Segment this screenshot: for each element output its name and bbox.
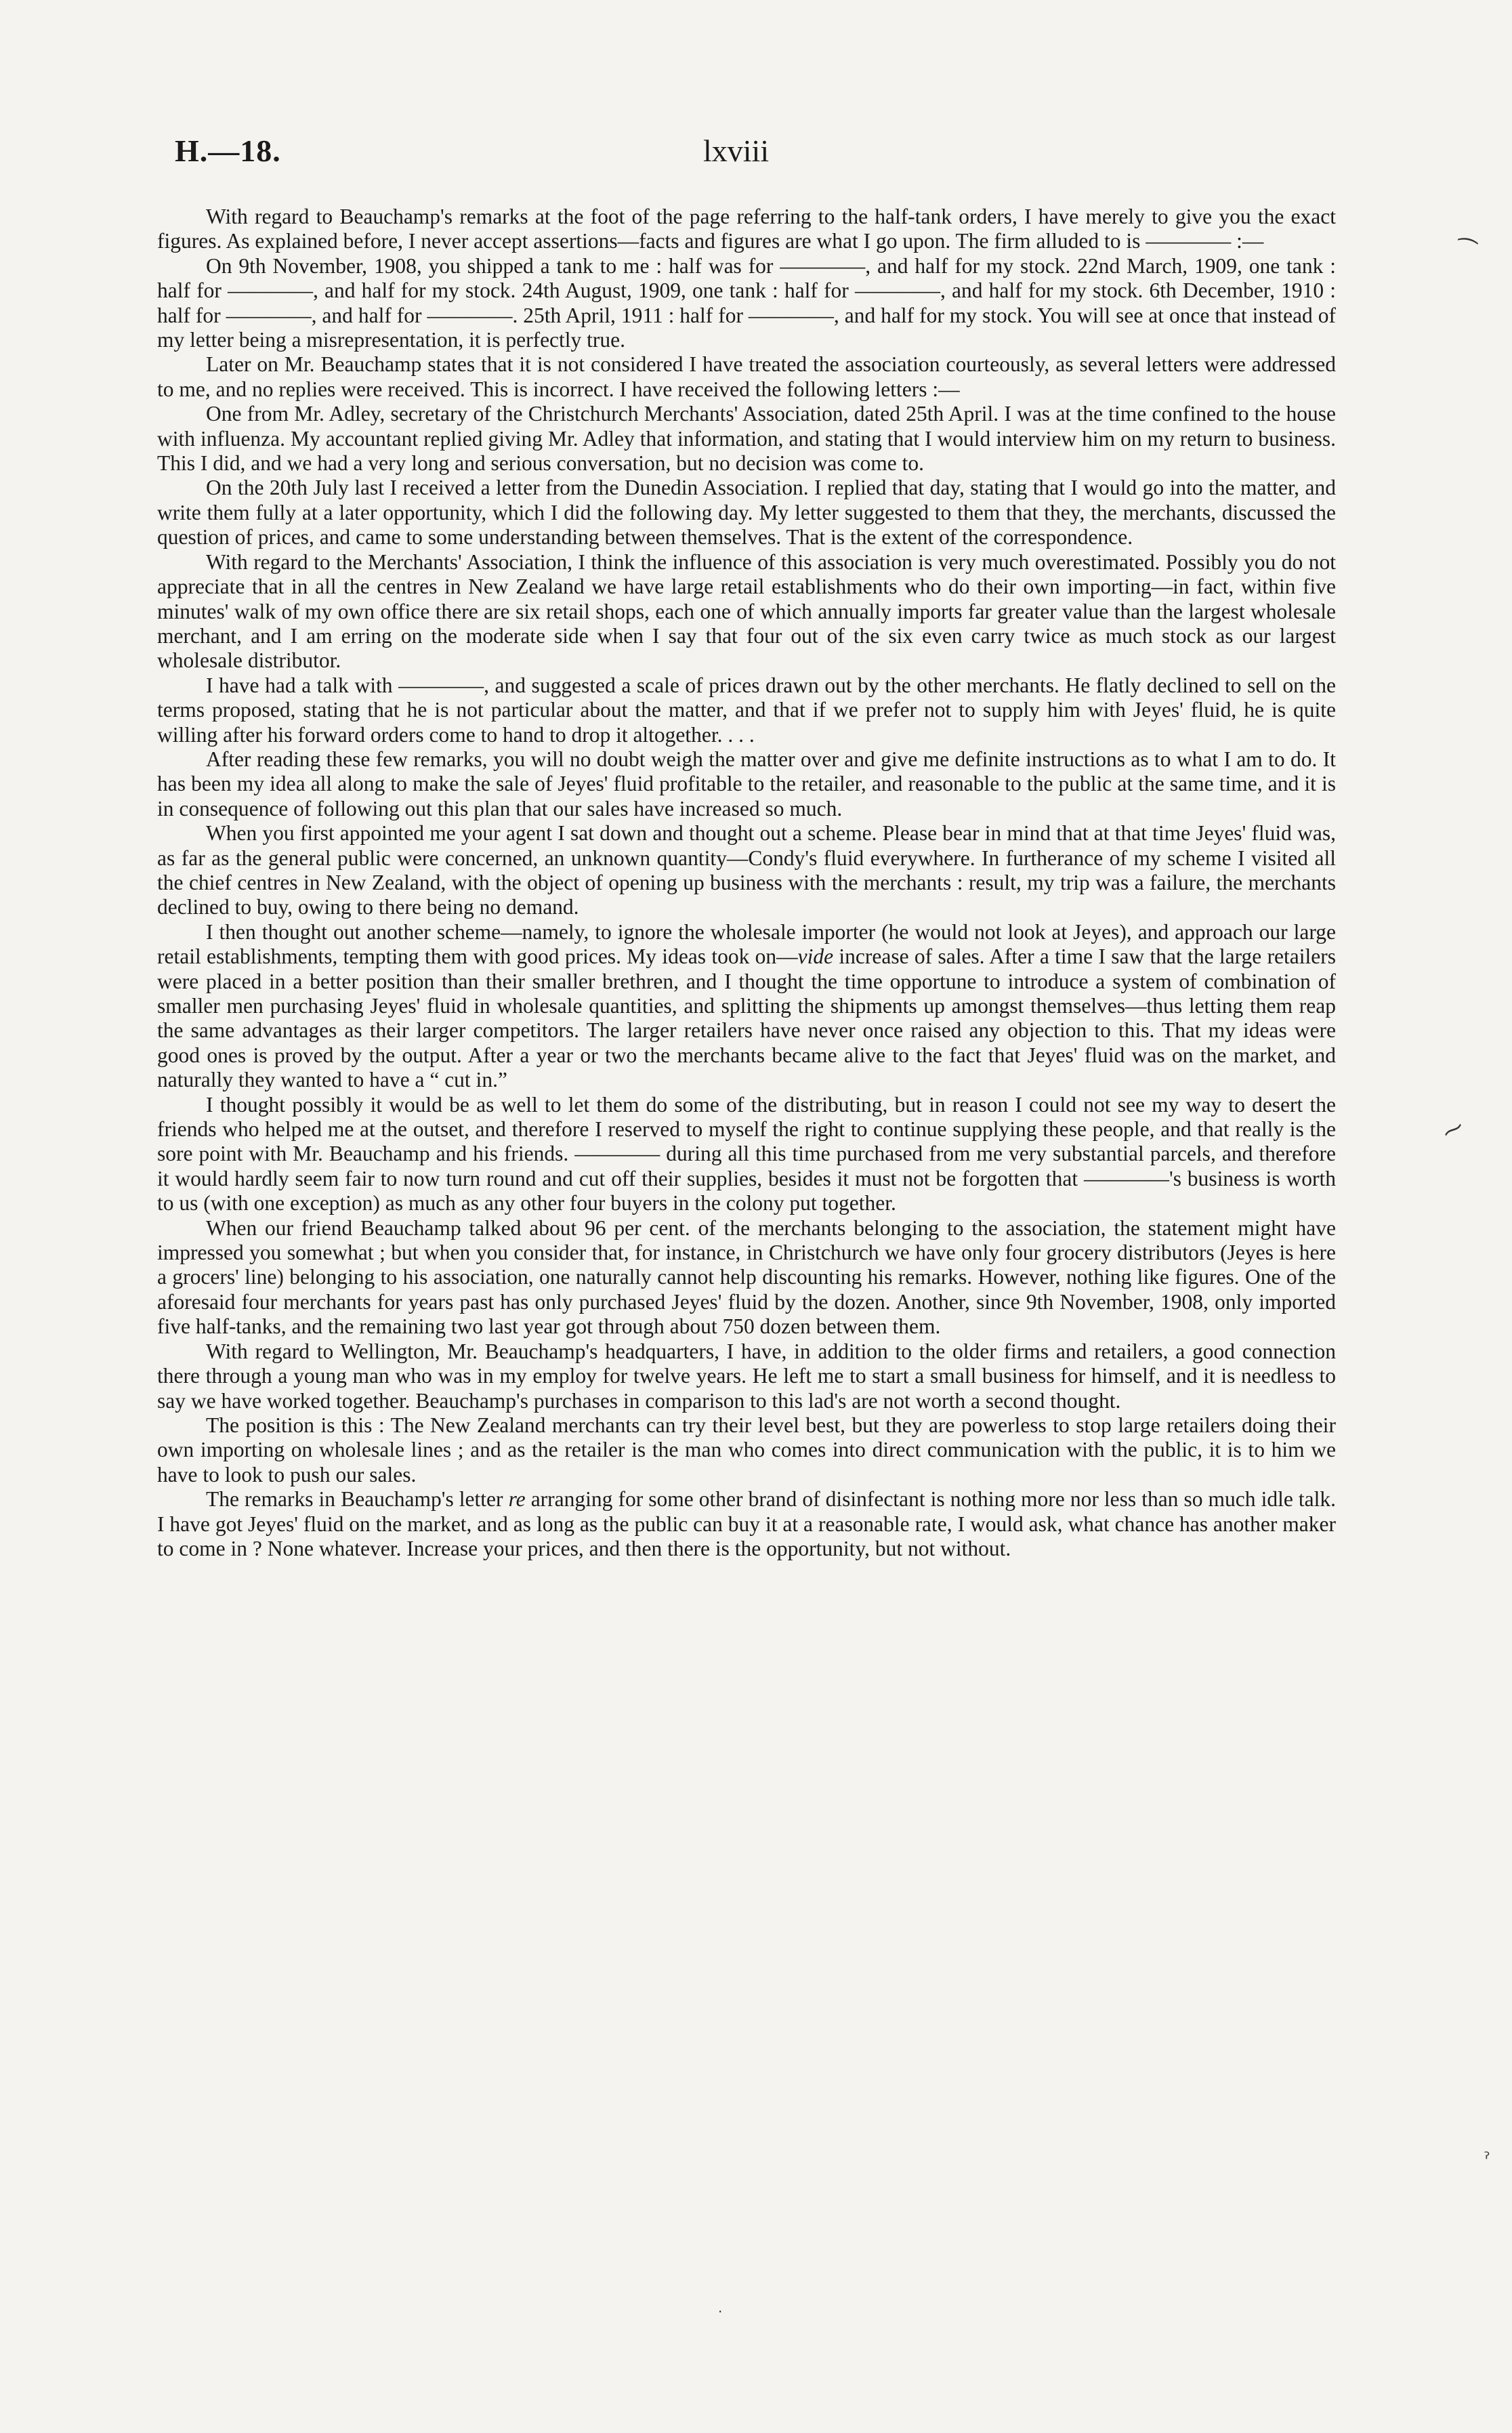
paragraph: I have had a talk with ————, and suggested a scale of prices drawn out by the other merchants. He flatly declined to sell on the terms proposed, stating that he is not particular about the matter, and that if we prefer not to supply him with Jeyes' fluid, he is quite willing after his forward orders come to hand to drop it altogether. . . .: [157, 673, 1336, 747]
paragraph: Later on Mr. Beauchamp states that it is not considered I have treated the association courteously, as several letters were addressed to me, and no replies were received. This is incorrect. I have received the following letters :—: [157, 352, 1336, 401]
body-text: [157, 205, 1336, 1561]
paragraph-segment: arranging for some other brand of disinfectant is nothing more nor less than so much idle talk. I have got Jeyes' fluid on the market, and as long as the public can buy it at a reasonable rate, I would ask, what chance has another maker to come in ? None whatever. Increase your prices, and then there is the opportunity, but not without.: [157, 1487, 1336, 1560]
margin-mark: ·: [718, 2304, 723, 2320]
page-header: [175, 133, 1340, 180]
paragraph-segment: I then thought out another scheme—namely, to ignore the wholesale importer (he would not look at Jeyes), and approach our large retail establishments, tempting them with good prices. My ideas took on—: [157, 919, 1336, 969]
paragraph: On 9th November, 1908, you shipped a tank to me : half was for ————, and half for my stock. 22nd March, 1909, one tank : half for ————, and half for my stock. 24th August, 1909, one tank : half for ————, and half for my stock. 6th December, 1910 : half for ————, and half for ————. 25th April, 1911 : half for ————, and half for my stock. You will see at once that instead of my letter being a misrepresentation, it is perfectly true.: [157, 253, 1336, 352]
paragraph: [157, 1487, 1336, 1561]
paragraph-segment: The remarks in Beauchamp's letter: [206, 1487, 509, 1512]
report-reference: H.—18.: [175, 133, 281, 168]
paragraph: With regard to Wellington, Mr. Beauchamp's headquarters, I have, in addition to the older firms and retailers, a good connection there through a young man who was in my employ for twelve years. He left me to start a small business for himself, and it is needless to say we have worked together. Beauchamp's purchases in comparison to this lad's are not worth a second thought.: [157, 1339, 1336, 1413]
paragraph: When our friend Beauchamp talked about 96 per cent. of the merchants belonging to the association, the statement might have impressed you somewhat ; but when you consider that, for instance, in Christchurch we have only four grocery distributors (Jeyes is here a grocers' line) belonging to his association, one naturally cannot help discounting his remarks. However, nothing like figures. One of the aforesaid four merchants for years past has only purchased Jeyes' fluid by the dozen. Another, since 9th November, 1908, only imported five half-tanks, and the remaining two last year got through about 750 dozen between them.: [157, 1215, 1336, 1339]
page-number: lxviii: [703, 133, 770, 168]
paragraph: One from Mr. Adley, secretary of the Christchurch Merchants' Association, dated 25th April. I was at the time confined to the house with influenza. My accountant replied giving Mr. Adley that information, and stating that I would interview him on my return to business. This I did, and we had a very long and serious conversation, but no decision was come to.: [157, 402, 1336, 476]
paragraph: The position is this : The New Zealand merchants can try their level best, but they are powerless to stop large retailers doing their own importing on wholesale lines ; and as the retailer is the man who comes into direct communication with the public, it is to him we have to look to push our sales.: [157, 1413, 1336, 1486]
paragraph: With regard to the Merchants' Association, I think the influence of this association is very much overestimated. Possibly you do not appreciate that in all the centres in New Zealand we have large retail establishments who do their own importing—in fact, within five minutes' walk of my own office there are six retail shops, each one of which annually imports far greater value than the largest wholesale merchant, and I am erring on the moderate side when I say that four out of the six even carry twice as much stock as our largest wholesale distributor.: [157, 549, 1336, 673]
margin-mark: ˀ: [1484, 2149, 1490, 2169]
italic-term: vide: [797, 944, 834, 969]
paragraph: [157, 920, 1336, 1093]
paragraph: After reading these few remarks, you will no doubt weigh the matter over and give me definite instructions as to what I am to do. It has been my idea all along to make the sale of Jeyes' fluid profitable to the retailer, and reasonable to the public at the same time, and it is in consequence of following out this plan that our sales have increased so much.: [157, 747, 1336, 820]
margin-mark: ⁓: [1438, 1114, 1468, 1146]
margin-mark: ⁀: [1454, 236, 1478, 268]
paragraph: With regard to Beauchamp's remarks at the foot of the page referring to the half-tank orders, I have merely to give you the exact figures. As explained before, I never accept assertions—facts and figures are what I go upon. The firm alluded to is ———— :—: [157, 205, 1336, 253]
italic-term: re: [508, 1487, 526, 1512]
paragraph-segment: increase of sales. After a time I saw that the large retailers were placed in a better position than their smaller brethren, and I thought the time opportune to introduce a system of combination of smaller men purchasing Jeyes' fluid in wholesale quantities, and splitting the shipments up amongst themselves—thus letting them reap the same advantages as their larger competitors. The larger retailers have never once raised any objection to this. That my ideas were good ones is proved by the output. After a year or two the merchants became alive to the fact that Jeyes' fluid was on the market, and naturally they wanted to have a “ cut in.”: [157, 944, 1337, 1092]
paragraph: I thought possibly it would be as well to let them do some of the distributing, but in reason I could not see my way to desert the friends who helped me at the outset, and therefore I reserved to myself the right to continue supplying these people, and that really is the sore point with Mr. Beauchamp and his friends. ———— during all this time purchased from me very substantial parcels, and therefore it would hardly seem fair to now turn round and cut off their supplies, besides it must not be forgotten that ————'s business is worth to us (with one exception) as much as any other four buyers in the colony put together.: [157, 1092, 1336, 1215]
paragraph: When you first appointed me your agent I sat down and thought out a scheme. Please bear in mind that at that time Jeyes' fluid was, as far as the general public were concerned, an unknown quantity—Condy's fluid everywhere. In furtherance of my scheme I visited all the chief centres in New Zealand, with the object of opening up business with the merchants : result, my trip was a failure, the merchants declined to buy, owing to there being no demand.: [157, 821, 1336, 919]
paragraph: On the 20th July last I received a letter from the Dunedin Association. I replied that day, stating that I would go into the matter, and write them fully at a later opportunity, which I did the following day. My letter suggested to them that they, the merchants, discussed the question of prices, and came to some understanding between themselves. That is the extent of the correspondence.: [157, 476, 1336, 549]
